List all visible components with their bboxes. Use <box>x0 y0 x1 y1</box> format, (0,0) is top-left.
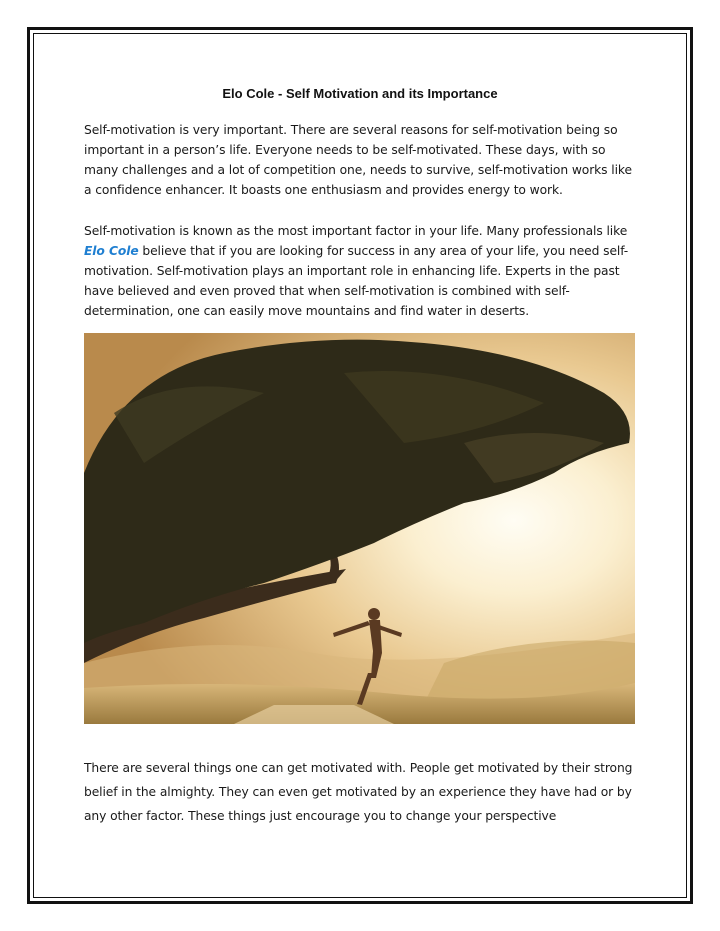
document-title: Elo Cole - Self Motivation and its Importance <box>222 86 498 101</box>
elo-cole-link[interactable]: Elo Cole <box>84 244 139 258</box>
tree-jumper-photo <box>84 333 635 724</box>
paragraph-2 <box>84 221 640 321</box>
paragraph-2-text-end: believe that if you are looking for success in any area of your life, you need self-motivation. Self-motivation plays an important role in enhancing life. Experts in the past have believed and even proved that when self-motivation is combined with self-determination, one can easily move mountains and find water in deserts. <box>84 244 629 318</box>
paragraph-2-text-start: Self-motivation is known as the most important factor in your life. Many professionals like <box>84 224 628 238</box>
paragraph-1: Self-motivation is very important. There are several reasons for self-motivation being so important in a person’s life. Everyone needs to be self-motivated. These days, with so many challenges and a lot of competition one, needs to survive, self-motivation works like a confidence enhancer. It boasts one enthusiasm and provides energy to work. <box>84 123 632 197</box>
paragraph-3: There are several things one can get motivated with. People get motivated by their strong belief in the almighty. They can even get motivated by an experience they have had or by any other factor. These things just encourage you to change your perspective <box>84 761 633 823</box>
